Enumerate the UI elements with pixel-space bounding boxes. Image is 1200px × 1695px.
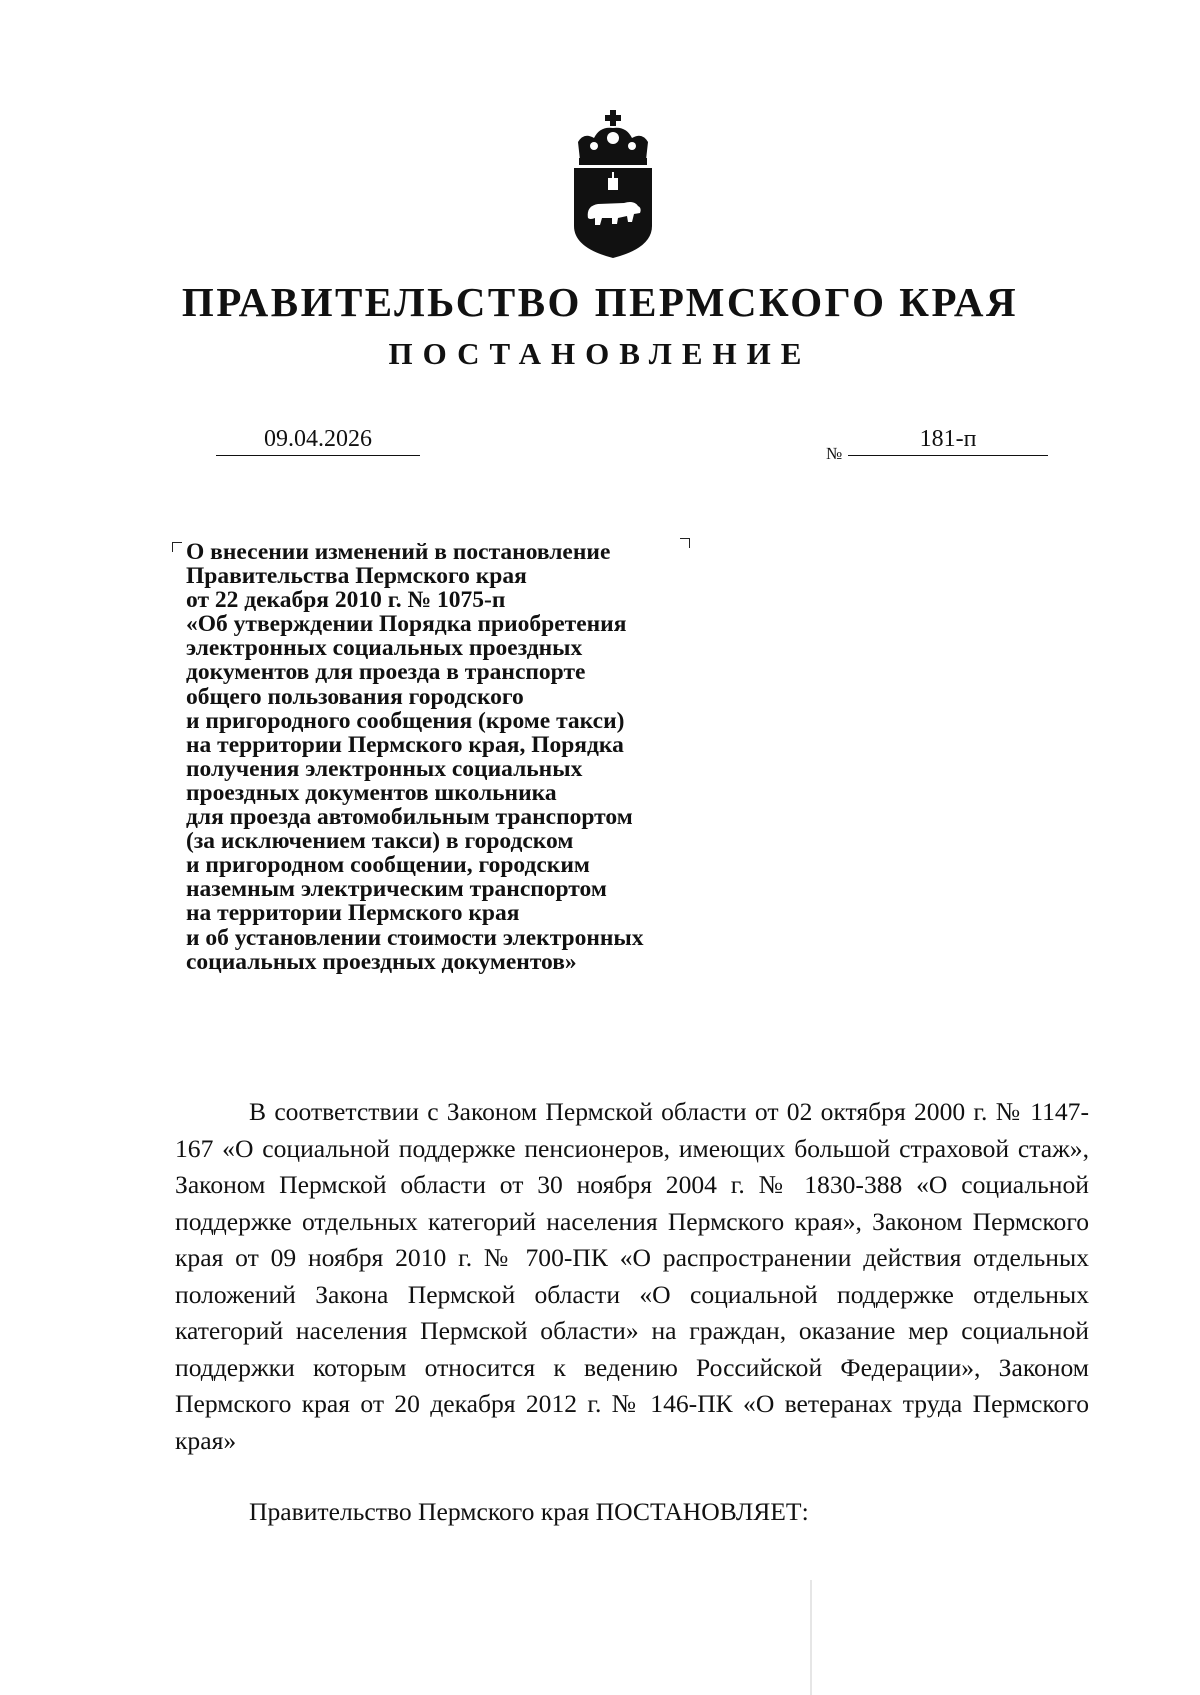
document-date: 09.04.2026 (216, 426, 420, 456)
subject-line: общего пользования городского (186, 683, 524, 710)
subject-line: и пригородном сообщении, городским (186, 852, 590, 879)
preamble-paragraph: В соответствии с Законом Пермской области от 02 октября 2000 г. № 1147-167 «О социальной поддержке пенсионеров, имеющих большой страховой стаж», Законом Пермской области от 30 ноября 2004 г. № 1830-388 «О социальной поддержке отдельных категорий населения Пермского края», Законом Пермского края от 09 ноября 2010 г. № 700-ПК «О распространении действия отдельных положений Закона Пермской области «О социальной поддержке отдельных категорий населения Пермской области» на граждан, оказание мер социальной поддержки которым относится к ведению Российской Федерации», Законом Пермского края от 20 декабря 2012 г. № 146-ПК «О ветеранах труда Пермского края» (175, 1097, 1089, 1455)
subject-line: (за исключением такси) в городском (186, 828, 574, 855)
coat-of-arms-icon (570, 108, 656, 260)
subject-line: на территории Пермского края, Порядка (186, 731, 624, 758)
subject-line: документов для проезда в транспорте (186, 659, 586, 686)
subject-line: Правительства Пермского края (186, 563, 527, 590)
document-subject (186, 540, 746, 974)
document-type: ПОСТАНОВЛЕНИЕ (388, 336, 812, 371)
subject-line: электронных социальных проездных (186, 635, 583, 662)
subject-line: проездных документов школьника (186, 779, 557, 806)
subject-line: социальных проездных документов» (186, 948, 577, 975)
subject-line: «Об утверждении Порядка приобретения (186, 611, 627, 638)
document-number: 181-п (848, 426, 1048, 456)
subject-line: получения электронных социальных (186, 755, 583, 782)
subject-line: наземным электрическим транспортом (186, 876, 607, 903)
government-title: ПРАВИТЕЛЬСТВО ПЕРМСКОГО КРАЯ (181, 279, 1019, 325)
subject-line: от 22 декабря 2010 г. № 1075-п (186, 587, 506, 614)
number-sign: № (826, 444, 843, 463)
subject-line: на территории Пермского края (186, 900, 520, 927)
subject-line: и об установлении стоимости электронных (186, 924, 644, 951)
subject-line: О внесении изменений в постановление (186, 539, 611, 565)
scan-artifact (810, 1580, 812, 1695)
resolution-line: Правительство Пермского края ПОСТАНОВЛЯЕТ: (249, 1497, 809, 1526)
subject-corner-left (172, 542, 182, 552)
subject-line: и пригородного сообщения (кроме такси) (186, 707, 625, 734)
subject-line: для проезда автомобильным транспортом (186, 804, 633, 831)
